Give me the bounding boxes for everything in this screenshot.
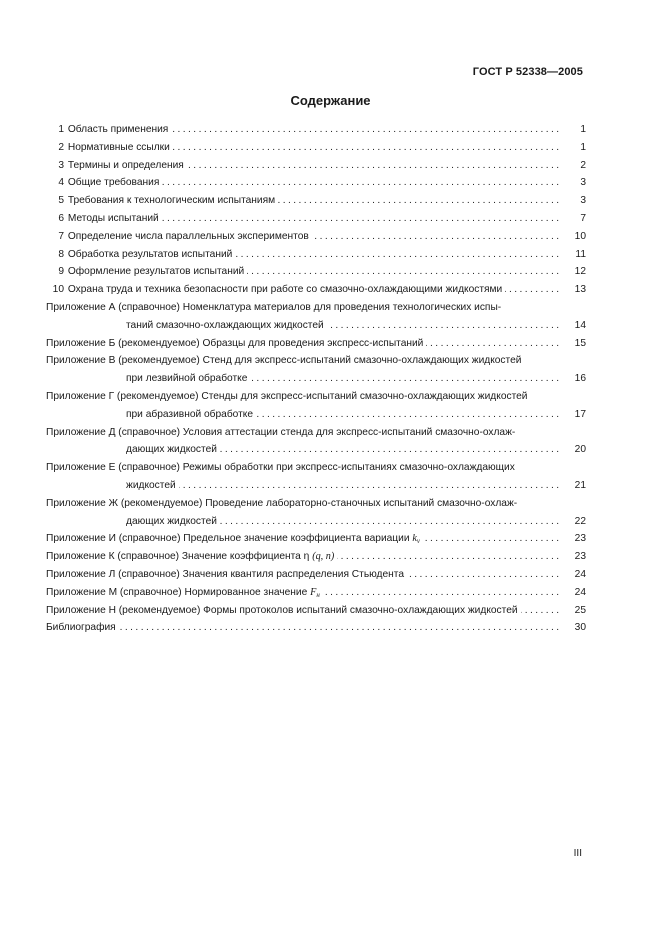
toc-entry-label: Приложение А (справочное) Номенклатура материалов для проведения технологических испы- (46, 302, 504, 313)
toc-entry-label: Приложение И (справочное) Предельное значение коэффициента вариации (46, 533, 410, 545)
formula-subscript: н (316, 590, 320, 599)
toc-entry-number: 10 (52, 284, 64, 296)
toc-entry-6[interactable] (46, 210, 586, 228)
toc-entry-label: при абразивной обработке (46, 409, 256, 420)
toc-entry-page: 7 (568, 210, 586, 228)
toc-appendix-i[interactable] (46, 530, 586, 548)
toc-entry-label: Приложение М (справочное) Нормированное значение (46, 586, 308, 598)
standard-code: ГОСТ Р 52338—2005 (472, 66, 583, 78)
toc-entry-label: жидкостей (46, 480, 179, 491)
page-title: Содержание (290, 93, 371, 108)
toc-entry-page: 24 (568, 566, 586, 584)
toc-entry-4[interactable] (46, 174, 586, 192)
toc-entry-number: 7 (58, 230, 64, 242)
toc-entry-page: 23 (568, 530, 586, 548)
toc-entry-label: Область применения (67, 124, 169, 135)
toc-entry-page: 12 (568, 263, 586, 281)
toc-entry-number: 4 (58, 177, 64, 189)
toc-entry-label: Приложение Л (справочное) Значения квантиля распределения Стьюдента (46, 569, 407, 580)
toc-entry-label: Общие требования (67, 177, 160, 189)
toc-entry-2[interactable] (46, 139, 586, 157)
toc-entry-page: 2 (568, 157, 586, 175)
toc-entry-label: Приложение Г (рекомендуемое) Стенды для экспресс-испытаний смазочно-охлаждающих жидкостей (46, 391, 530, 402)
toc-entry-number: 9 (58, 266, 64, 278)
toc-entry-page: 20 (568, 441, 586, 459)
toc-entry-label: Термины и определения (67, 159, 184, 171)
toc-entry-label: при лезвийной обработке (46, 373, 250, 384)
toc-entry-page: 25 (568, 602, 586, 620)
toc-appendix-g[interactable] (46, 388, 586, 406)
toc-appendix-m[interactable] (46, 584, 586, 602)
toc-entry-label: таний смазочно-охлаждающих жидкостей (46, 320, 327, 331)
toc-entry-label: Приложение В (рекомендуемое) Стенд для экспресс-испытаний смазочно-охлаждающих жидкостей (46, 355, 524, 366)
toc-bibliography[interactable] (46, 619, 586, 637)
toc-entry-number: 5 (58, 195, 64, 207)
toc-entry-page: 23 (568, 548, 586, 566)
toc-appendix-v-cont[interactable] (46, 370, 586, 388)
formula-symbol: k (412, 533, 417, 545)
toc-entry-7[interactable] (46, 228, 586, 246)
formula-symbol: (q, n) (312, 551, 335, 563)
toc-entry-page: 14 (568, 317, 586, 335)
toc-appendix-zh[interactable] (46, 495, 586, 513)
toc-entry-page: 30 (568, 619, 586, 637)
toc-appendix-n[interactable] (46, 602, 586, 620)
toc-appendix-a[interactable] (46, 299, 586, 317)
toc-entry-label: Методы испытаний (67, 212, 159, 224)
toc-entry-page: 3 (568, 174, 586, 192)
toc-entry-page: 17 (568, 406, 586, 424)
toc-entry-label: Приложение Ж (рекомендуемое) Проведение лабораторно-станочных испытаний смазочно-охлаж- (46, 498, 520, 509)
toc-entry-number: 1 (58, 124, 64, 135)
toc-entry-page: 10 (568, 228, 586, 246)
toc-entry-label: Приложение Д (справочное) Условия аттестации стенда для экспресс-испытаний смазочно-охлаж- (46, 427, 518, 438)
toc-entry-label: дающих жидкостей (46, 444, 220, 455)
toc-entry-10[interactable] (46, 281, 586, 299)
toc-entry-number: 8 (58, 248, 64, 260)
toc-entry-5[interactable] (46, 192, 586, 210)
toc-entry-label: Охрана труда и техника безопасности при работе со смазочно-охлаждающими жидкостями (67, 284, 503, 296)
toc-appendix-e[interactable] (46, 459, 586, 477)
toc-entry-page: 24 (568, 584, 586, 602)
toc-entry-label: дающих жидкостей (46, 516, 220, 527)
formula-subscript: v (416, 537, 421, 546)
toc-entry-8[interactable] (46, 246, 586, 264)
toc-appendix-a-cont[interactable] (46, 317, 586, 335)
toc-entry-3[interactable] (46, 157, 586, 175)
table-of-contents (46, 121, 586, 637)
toc-entry-page: 1 (568, 139, 586, 157)
toc-entry-label: Оформление результатов испытаний (67, 266, 245, 278)
toc-entry-label: Приложение Б (рекомендуемое) Образцы для проведения экспресс-испытаний (46, 338, 426, 349)
toc-entry-number: 2 (58, 141, 64, 153)
toc-appendix-v[interactable] (46, 352, 586, 370)
toc-appendix-d-cont[interactable] (46, 441, 586, 459)
toc-entry-page: 22 (568, 513, 586, 531)
toc-appendix-e-cont[interactable] (46, 477, 586, 495)
toc-entry-label: Приложение Е (справочное) Режимы обработки при экспресс-испытаниях смазочно-охлаждающих (46, 462, 518, 473)
toc-entry-label: Приложение Н (рекомендуемое) Формы протоколов испытаний смазочно-охлаждающих жидкостей (46, 605, 521, 616)
toc-entry-page: 15 (568, 335, 586, 353)
toc-appendix-b[interactable] (46, 335, 586, 353)
toc-entry-label: Приложение К (справочное) Значение коэффициента η (46, 551, 310, 563)
toc-entry-label: Нормативные ссылки (67, 141, 170, 153)
toc-entry-label: Требования к технологическим испытаниям (67, 195, 276, 207)
toc-entry-page: 16 (568, 370, 586, 388)
toc-entry-page: 13 (568, 281, 586, 299)
toc-entry-label: Определение числа параллельных экспериментов (67, 230, 309, 242)
toc-entry-page: 11 (568, 246, 586, 264)
toc-entry-9[interactable] (46, 263, 586, 281)
toc-appendix-zh-cont[interactable] (46, 513, 586, 531)
toc-appendix-d[interactable] (46, 424, 586, 442)
toc-appendix-g-cont[interactable] (46, 406, 586, 424)
toc-entry-page: 1 (568, 121, 586, 139)
page-number: III (573, 848, 582, 859)
toc-entry-label: Библиография (46, 622, 119, 633)
toc-entry-1[interactable] (46, 121, 586, 139)
toc-appendix-k[interactable] (46, 548, 586, 566)
toc-entry-page: 3 (568, 192, 586, 210)
toc-appendix-l[interactable] (46, 566, 586, 584)
toc-entry-number: 6 (58, 212, 64, 224)
toc-entry-page: 21 (568, 477, 586, 495)
toc-entry-number: 3 (58, 159, 64, 171)
formula-symbol: F (310, 586, 317, 598)
toc-entry-label: Обработка результатов испытаний (67, 248, 233, 260)
